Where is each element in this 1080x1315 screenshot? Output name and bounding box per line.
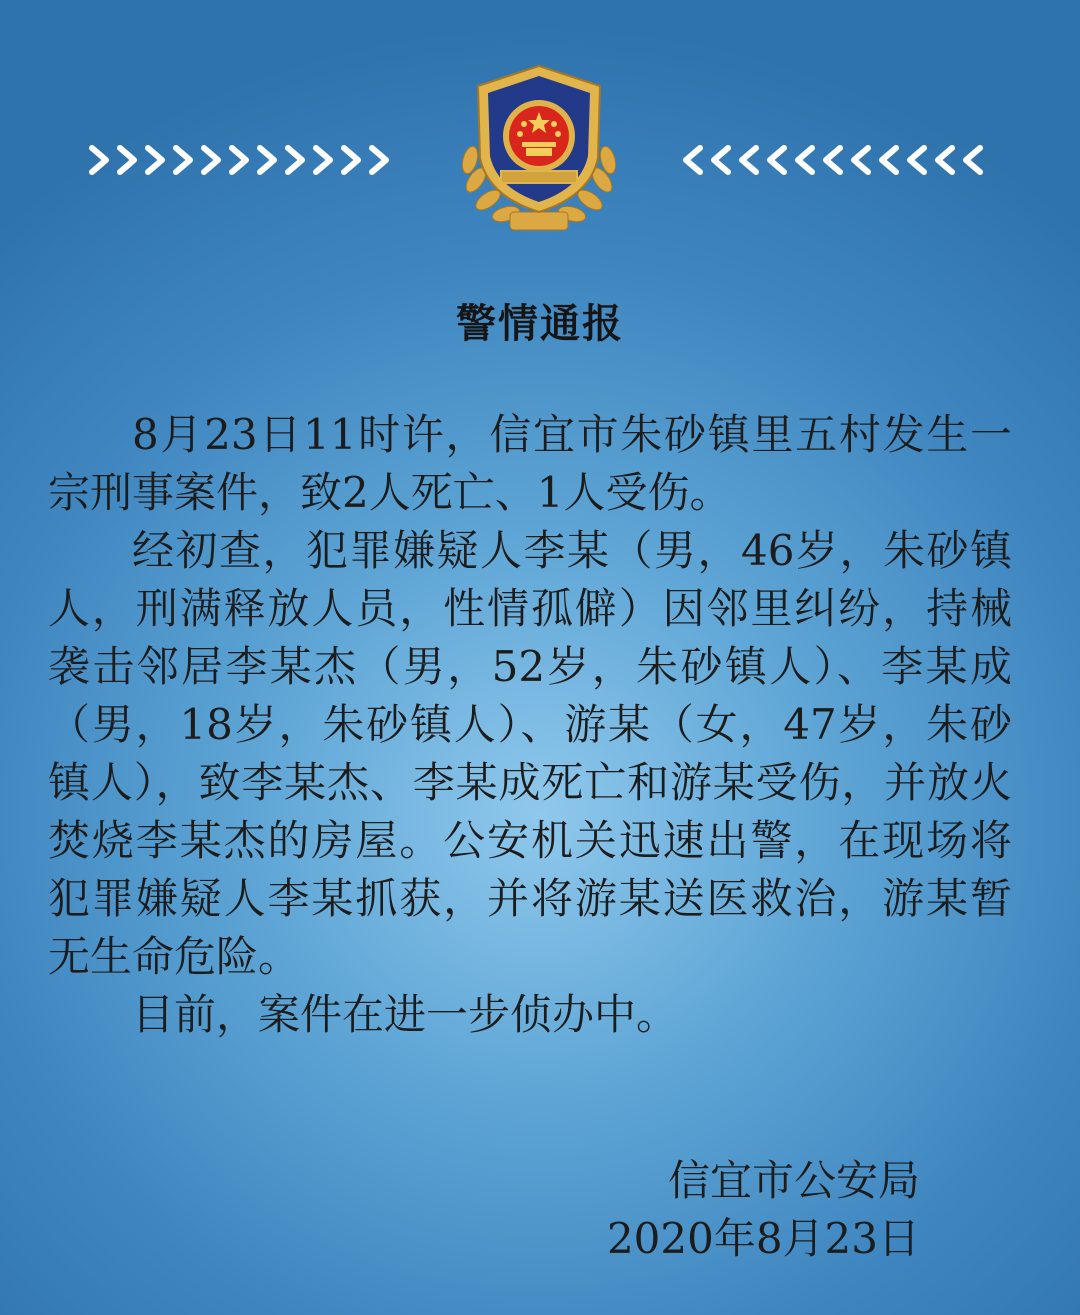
chevron-left-icon [848,142,872,178]
chevron-right-icon [172,142,196,178]
chevron-left-icon [708,142,732,178]
chevron-right-icon [116,142,140,178]
police-emblem-icon [450,62,628,234]
signature-block [607,1152,920,1268]
chevron-left-icon [736,142,760,178]
issuer-name: 信宜市公安局 [667,1156,920,1205]
chevron-right-icon [312,142,336,178]
chevron-left-icon [680,142,704,178]
chevron-right-icon [284,142,308,178]
chevron-right-icon [340,142,364,178]
paragraph-status: 目前，案件在进一步侦办中。 [132,990,679,1039]
chevron-left-icon [820,142,844,178]
chevron-right-icon [88,142,112,178]
chevron-left-icon [792,142,816,178]
notice-body [48,406,1012,1044]
paragraph-incident: 8月23日11时许，信宜市朱砂镇里五村发生一宗刑事案件，致2人死亡、1人受伤。 [48,410,1012,517]
chevron-left-icon [932,142,956,178]
chevron-right-icon [200,142,224,178]
chevron-left-icon [876,142,900,178]
chevron-left-icon [764,142,788,178]
right-chevron-decoration [680,142,984,178]
chevron-right-icon [228,142,252,178]
issue-date: 2020年8月23日 [606,1214,920,1263]
chevron-left-icon [904,142,928,178]
left-chevron-decoration [88,142,392,178]
chevron-right-icon [256,142,280,178]
page-title: 警情通报 [456,301,624,347]
chevron-right-icon [368,142,392,178]
chevron-right-icon [144,142,168,178]
chevron-left-icon [960,142,984,178]
paragraph-investigation: 经初查，犯罪嫌疑人李某（男，46岁，朱砂镇人，刑满释放人员，性情孤僻）因邻里纠纷，持械袭击邻居李某杰（男，52岁，朱砂镇人）、李某成（男，18岁，朱砂镇人）、游某（女，47岁，朱砂镇人），致李某杰、李某成死亡和游某受伤，并放火焚烧李某杰的房屋。公安机关迅速出警，在现场将犯罪嫌疑人李某抓获，并将游某送医救治，游某暂无生命危险。 [48,526,1012,981]
